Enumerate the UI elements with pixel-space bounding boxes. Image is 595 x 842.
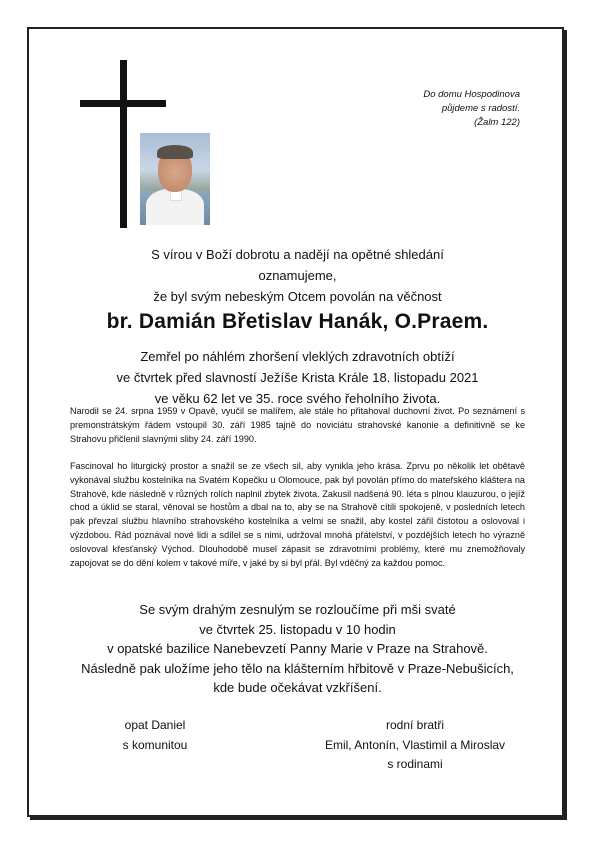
portrait-photo [140,133,210,225]
deceased-name: br. Damián Břetislav Hanák, O.Praem. [106,310,489,333]
quote-reference: (Žalm 122) [474,117,520,128]
signature-right-line-1: rodní bratři [385,718,445,732]
death-line-2: ve čtvrtek před slavností Ježíše Krista Krále 18. listopadu 2021 [116,370,479,385]
funeral-line-1: Se svým drahým zesnulým se rozloučíme při mši svaté [139,602,456,617]
quote-line-1: Do domu Hospodinova [423,89,520,100]
death-line-1: Zemřel po náhlém zhoršení vleklých zdravotních obtíží [140,349,455,364]
signature-family [300,716,530,775]
cross-vertical-bar [120,60,127,228]
signature-left-line-1: opat Daniel [124,718,186,732]
death-notice [30,346,565,409]
signature-left-line-2: s komunitou [122,737,188,752]
cross-horizontal-bar [80,100,166,107]
funeral-line-5: kde bude očekávat vzkříšení. [213,680,382,695]
quote-line-2: půjdeme s radostí. [441,103,520,114]
biography-paragraph-1: Narodil se 24. srpna 1959 v Opavě, vyučil se malířem, ale stále ho přitahoval duchovní život. Po seznámení s premonstrátským řádem vstoupil 30. září 1985 tajně do noviciátu strahovské kanonie a definitivně se ke Strahovu přičlenil slavnými sliby 24. září 1990. [70,406,525,444]
biography-paragraph-2: Fascinoval ho liturgický prostor a snažil se ze všech sil, aby vynikla jeho krása. Zprvu po několik let obětavě vykonával službu kostelníka na Svatém Kopečku u Olomouce, pak byl povolán přímo do mateřského kláštera na Strahově, kde následně v různých rolích naplnil zbytek života. Zakusil nadšená 90. léta s plnou klauzurou, o jejíž chod a úklid se staral, věnoval se hostům a dbal na to, aby se na Strahově cítili spokojeně, v posledních letech pak převzal službu hlavního strahovského kostelníka a velmi se snažil, aby kostel zářil čistotou a oslovoval i výzdobou. Rád poznával nové lidi a sdílel se s nimi, udržoval mnohá přátelství, v pozdějších letech ho výrazně oslovoval křesťanský Východ. Dlouhodobě musel zápasit se zdravotními problémy, které mu znemožňovaly zapojovat se do dění kolem v takové míře, v jaké by si byl přál. Byl vděčný za každou pomoc. [70,461,525,568]
funeral-details [30,600,565,698]
death-line-3: ve věku 62 let ve 35. roce svého řeholního života. [154,391,441,406]
signature-right-line-3: s rodinami [387,757,443,771]
funeral-line-4: Následně pak uložíme jeho tělo na klášterním hřbitově v Praze-Nebušicích, [81,660,514,676]
signature-community [100,716,210,755]
funeral-line-2: ve čtvrtek 25. listopadu v 10 hodin [199,621,396,637]
signature-right-line-2: Emil, Antonín, Vlastimil a Miroslav [324,737,506,752]
intro-line-3: že byl svým nebeským Otcem povolán na věčnost [153,289,442,304]
psalm-quote [423,88,520,130]
intro-line-1: S vírou v Boží dobrotu a nadějí na opětné shledání [151,247,444,262]
funeral-line-3: v opatské bazilice Nanebevzetí Panny Marie v Praze na Strahově. [107,641,488,656]
announcement-intro [30,244,565,307]
intro-line-2: oznamujeme, [258,268,337,283]
